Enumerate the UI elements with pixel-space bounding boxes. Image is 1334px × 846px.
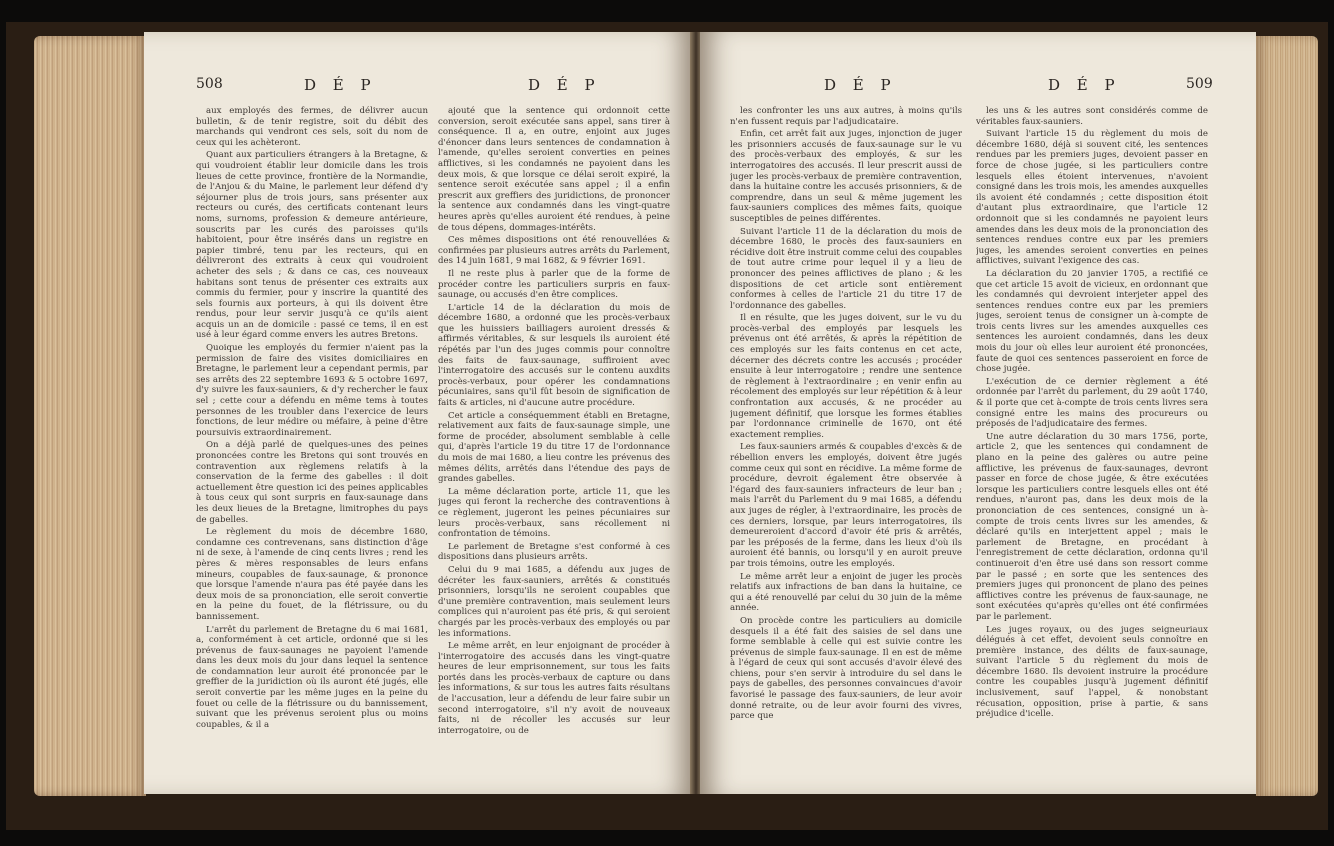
running-head: D É P — [1048, 76, 1121, 94]
right-page — [700, 32, 1256, 794]
paragraph: les confronter les uns aux autres, à moins qu'ils n'en fussent requis par l'adjudicataire. — [730, 106, 962, 127]
page-edges-left — [34, 36, 146, 796]
page-number: 509 — [1186, 76, 1213, 92]
page-edges-right — [1256, 36, 1318, 796]
paragraph: Le même arrêt leur a enjoint de juger les procès relatifs aux infractions de ban dans la huitaine, ce qui a été renouvellé par celui du 30 juin de la même année. — [730, 571, 962, 614]
paragraph: Le parlement de Bretagne s'est conformé à ces dispositions dans plusieurs arrêts. — [438, 541, 670, 563]
paragraph: Quoique les employés du fermier n'aient pas la permission de faire des visites domiciliaires en Bretagne, le parlement leur a cependant permis, par ses arrêts des 22 septembre 1693 & 5 octobre 1697, d'y suivre les faux-sauniers, & d'y rechercher le faux sel ; cette cour a défendu en même tems à toutes personnes de les troubler dans l'exercice de leurs fonctions, de leur médire ou méfaire, à peine d'être poursuivis extraordinairement. — [196, 343, 428, 438]
paragraph: aux employés des fermes, de délivrer aucun bulletin, & de tenir registre, soit du débit des marchands qui vendront ces sels, soit du nom de ceux qui les achèteront. — [196, 106, 428, 148]
paragraph: L'article 14 de la déclaration du mois de décembre 1680, a ordonné que les procès-verbaux que les huissiers bailliagers auroient dressés & affirmés véritables, & sur lesquels ils auroient été répétés par l'un des juges commis pour connoître des faits de faux-saunage, suffiroient avec l'interrogatoire des accusés sur le contenu auxdits procès-verbaux, pour opérer les condamnations pécuniaires, sans qu'il fût besoin de signification de faits & articles, ni d'aucune autre procédure. — [438, 302, 670, 409]
left-page-column-2 — [438, 106, 670, 778]
paragraph: L'exécution de ce dernier règlement a été ordonnée par l'arrêt du parlement, du 29 août 1740, & il porte que cet à-compte de trois cents livres sera consigné entre les mains des procureurs ou préposés de l'adjudicataire des fermes. — [976, 376, 1208, 430]
page-number: 508 — [196, 76, 223, 92]
paragraph: La même déclaration porte, article 11, que les juges qui feront la recherche des contraventions à ce règlement, jugeront les peines pécuniaires sur leurs procès-verbaux, sans récollement ni confrontation de témoins. — [438, 486, 670, 540]
paragraph: Une autre déclaration du 30 mars 1756, porte, article 2, que les sentences qui condamnent de plano en la peine des galères ou autre peine afflictive, les prévenus de faux-saunages, devront passer en force de chose jugée, & être exécutées lorsque les particuliers contre lesquels elles ont été rendues, n'auront pas, dans les deux mois de la prononciation de ces sentences, consigné un à-compte de trois cents livres sur les amendes, & déclaré qu'ils en interjettent appel ; mais le parlement de Bretagne, en procédant à l'enregistrement de cette déclaration, ordonna qu'il continueroit d'en être usé dans son ressort comme par le passé ; en sorte que les sentences des premiers juges qui prononcent de plano des peines afflictives contre les prévenus de faux-saunage, ne sont exécutées qu'après qu'elles ont été confirmées par le parlement. — [976, 431, 1208, 622]
paragraph: Il ne reste plus à parler que de la forme de procéder contre les particuliers surpris en faux-saunage, ou accusés d'en être complices. — [438, 268, 670, 301]
paragraph: Enfin, cet arrêt fait aux juges, injonction de juger les prisonniers accusés de faux-saunage sur le vu des procès-verbaux des employés, & sur les interrogatoires des accusés. Il leur prescrit aussi de juger les procès-verbaux de première contravention, dans la huitaine contre les accusés prisonniers, & de comprendre, dans un seul & même jugement les faux-sauniers complices des mêmes faits, quoique susceptibles de peines différentes. — [730, 129, 962, 224]
paragraph: On a déjà parlé de quelques-unes des peines prononcées contre les Bretons qui sont trouvés en contravention aux règlemens relatifs à la conservation de la ferme des gabelles : il doit actuellement être question ici des peines applicables à tous ceux qui sont surpris en faux-saunage dans les deux lieues de la Bretagne, limitrophes du pays de gabelles. — [196, 440, 428, 525]
paragraph: Les juges royaux, ou des juges seigneuriaux délégués à cet effet, devoient seuls connoître en première instance, des délits de faux-saunage, suivant l'article 5 du règlement du mois de décembre 1680. Ils devoient instruire la procédure contre les coupables jusqu'à jugement définitif inclusivement, sauf l'appel, & nonobstant récusation, opposition, prise à partie, & sans préjudice d'icelle. — [976, 624, 1208, 720]
paragraph: ajouté que la sentence qui ordonnoit cette conversion, seroit exécutée sans appel, sans tirer à conséquence. Il a, en outre, enjoint aux juges d'énoncer dans leurs sentences de condamnation à l'amende, qu'elles seroient converties en peines afflictives, si les condamnés ne payoient dans les deux mois, & que lorsque ce délai seroit expiré, la sentence seroit exécutée sans appel ; il a enfin prescrit aux greffiers des juridictions, de prononcer la sentence aux condamnés dans les vingt-quatre heures après qu'elles auroient été rendues, à peine de tous dépens, dommages-intérêts. — [438, 106, 670, 233]
right-page-column-1 — [730, 106, 962, 778]
paragraph: Cet article a conséquemment établi en Bretagne, relativement aux faits de faux-saunage simple, une forme de procéder, absolument semblable à celle qui, d'après l'article 19 du titre 17 de l'ordonnance du mois de mai 1680, a lieu contre les prévenus des mêmes délits, arrêtés dans l'étendue des pays de grandes gabelles. — [438, 410, 670, 485]
paragraph: On procède contre les particuliers au domicile desquels il a été fait des saisies de sel dans une forme semblable à celle qui est suivie contre les prévenus de simple faux-saunage. Il en est de même à l'égard de ceux qui sont accusés d'avoir élevé des chiens, pour s'en servir à introduire du sel dans le pays de gabelles, des personnes convaincues d'avoir favorisé le passage des faux-sauniers, de leur avoir donné retraite, ou de leur avoir fourni des vivres, parce que — [730, 615, 962, 722]
paragraph: Il en résulte, que les juges doivent, sur le vu du procès-verbal des employés par lesquels les prévenus ont été arrêtés, & après la répétition de ces employés sur les faits contenus en cet acte, décerner des décrets contre les accusés ; procéder ensuite à leur interrogatoire ; rendre une sentence de règlement à l'extraordinaire ; en venir enfin au récolement des employés sur leur répétition & à leur confrontation aux accusés, & ne procéder au jugement définitif, que lorsque les formes établies par l'ordonnance criminelle de 1670, ont été exactement remplies. — [730, 313, 962, 440]
paragraph: Les faux-sauniers armés & coupables d'excès & de rébellion envers les employés, doivent être jugés comme ceux qui sont en récidive. La même forme de procédure, devroit également être observée à l'égard des faux-sauniers infracteurs de leur ban ; mais l'arrêt du Parlement du 9 mai 1685, a défendu aux juges de régler, à l'extraordinaire, les procès de ces derniers, lorsque, par leurs interrogatoires, ils demeureroient d'accord d'avoir été pris & arrêtés, par les préposés de la ferme, dans les lieux d'où ils auroient été bannis, ou lorsqu'il y en auroit preuve par trois témoins, outre les employés. — [730, 442, 962, 569]
paragraph: L'arrêt du parlement de Bretagne du 6 mai 1681, a, conformément à cet article, ordonné que si les prévenus de faux-saunages ne payoient l'amende dans les deux mois du jour dans lequel la sentence de condamnation leur auroit été prononcée par le greffier de la juridiction où ils auront été jugés, elle seroit convertie par les même juges en la peine du fouet ou celle de la flétrissure ou du bannissement, suivant que les prévenus seroient plus ou moins coupables, & il a — [196, 624, 428, 730]
paragraph: Suivant l'article 15 du règlement du mois de décembre 1680, déjà si souvent cité, les sentences rendues par les premiers juges, devoient passer en force de chose jugée, si les particuliers contre lesquels elles étoient intervenues, n'avoient consigné dans les trois mois, les amendes auxquelles ils avoient été condamnés ; cette disposition étoit d'autant plus extraordinaire, que l'article 12 ordonnoit que si les condamnés ne payoient leurs amendes dans les deux mois de la prononciation des sentences rendues contre eux par les premiers juges, les amendes seroient converties en peines afflictives, suivant l'exigence des cas. — [976, 129, 1208, 267]
left-page-header — [144, 76, 692, 100]
paragraph: Celui du 9 mai 1685, a défendu aux juges de décréter les faux-sauniers, arrêtés & constitués prisonniers, lorsqu'ils ne seroient coupables que d'une première contravention, mais seulement leurs complices qui n'auroient pas été pris, & qui seroient chargés par les procès-verbaux des employés ou par les informations. — [438, 564, 670, 639]
paragraph: Le même arrêt, en leur enjoignant de procéder à l'interrogatoire des accusés dans les vingt-quatre heures de leur emprisonnement, sur tous les faits portés dans les procès-verbaux de capture ou dans les informations, & sur tous les autres faits résultans de l'accusation, leur a défendu de leur faire subir un second interrogatoire, s'il n'y avoit de nouveaux faits, ni de récoller les accusés sur leur interrogatoire, ou de — [438, 641, 670, 736]
left-page-column-1 — [196, 106, 428, 778]
running-head: D É P — [528, 76, 601, 94]
paragraph: Le règlement du mois de décembre 1680, condamne ces contrevenans, sans distinction d'âge ni de sexe, à l'amende de cinq cents livres ; rend les pères & mères responsables de leurs enfans mineurs, coupables de faux-saunage, & prononce que lorsque l'amende n'aura pas été payée dans les deux mois de sa prononciation, elle seroit convertie en la peine du fouet, de la flétrissure, ou du bannissement. — [196, 527, 428, 622]
paragraph: Quant aux particuliers étrangers à la Bretagne, & qui voudroient établir leur domicile dans les trois lieues de cette province, frontière de la Normandie, de l'Anjou & du Maine, le parlement leur défend d'y séjourner plus de trois jours, sans présenter aux recteurs ou curés, des certificats contenant leurs noms, surnoms, profession & demeure antérieure, souscrits par les curés des paroisses qu'ils habitoient, pour être insérés dans un registre en papier timbré, tenu par les recteurs, qui en délivreront des extraits à ceux qui voudroient acheter des sels ; & dans ce cas, ces nouveaux habitans sont tenus de présenter ces extraits aux commis du fermier, pour y inscrire la quantité des sels fournis aux porteurs, à qui ils doivent être rendus, pour leur servir jusqu'à ce qu'ils aient acquis un an de domicile : passé ce tems, il en est usé à leur égard comme envers les autres Bretons. — [196, 150, 428, 341]
paragraph: les uns & les autres sont considérés comme de véritables faux-sauniers. — [976, 106, 1208, 127]
paragraph: Suivant l'article 11 de la déclaration du mois de décembre 1680, le procès des faux-sauniers en récidive doit être instruit comme celui des coupables de tout autre crime pour lequel il y a lieu de prononcer des peines afflictives de plano ; & les dispositions de cet article sont entièrement conformes à celles de l'article 21 du titre 17 de l'ordonnance des gabelles. — [730, 226, 962, 311]
running-head: D É P — [304, 76, 377, 94]
right-page-header — [700, 76, 1256, 100]
paragraph: Ces mêmes dispositions ont été renouvellées & confirmées par plusieurs autres arrêts du Parlement, des 14 juin 1681, 9 mai 1682, & 9 février 1691. — [438, 235, 670, 267]
paragraph: La déclaration du 20 janvier 1705, a rectifié ce que cet article 15 avoit de vicieux, en ordonnant que les condamnés qui devroient interjeter appel des sentences rendues contre eux par les premiers juges, seroient tenus de consigner un à-compte de trois cents livres sur les amendes auxquelles ces sentences les auroient condamnés, dans les deux mois du jour où elles leur auroient été prononcées, faute de quoi ces sentences passeroient en force de chose jugée. — [976, 268, 1208, 375]
left-page — [144, 32, 692, 794]
right-page-column-2 — [976, 106, 1208, 778]
running-head: D É P — [824, 76, 897, 94]
